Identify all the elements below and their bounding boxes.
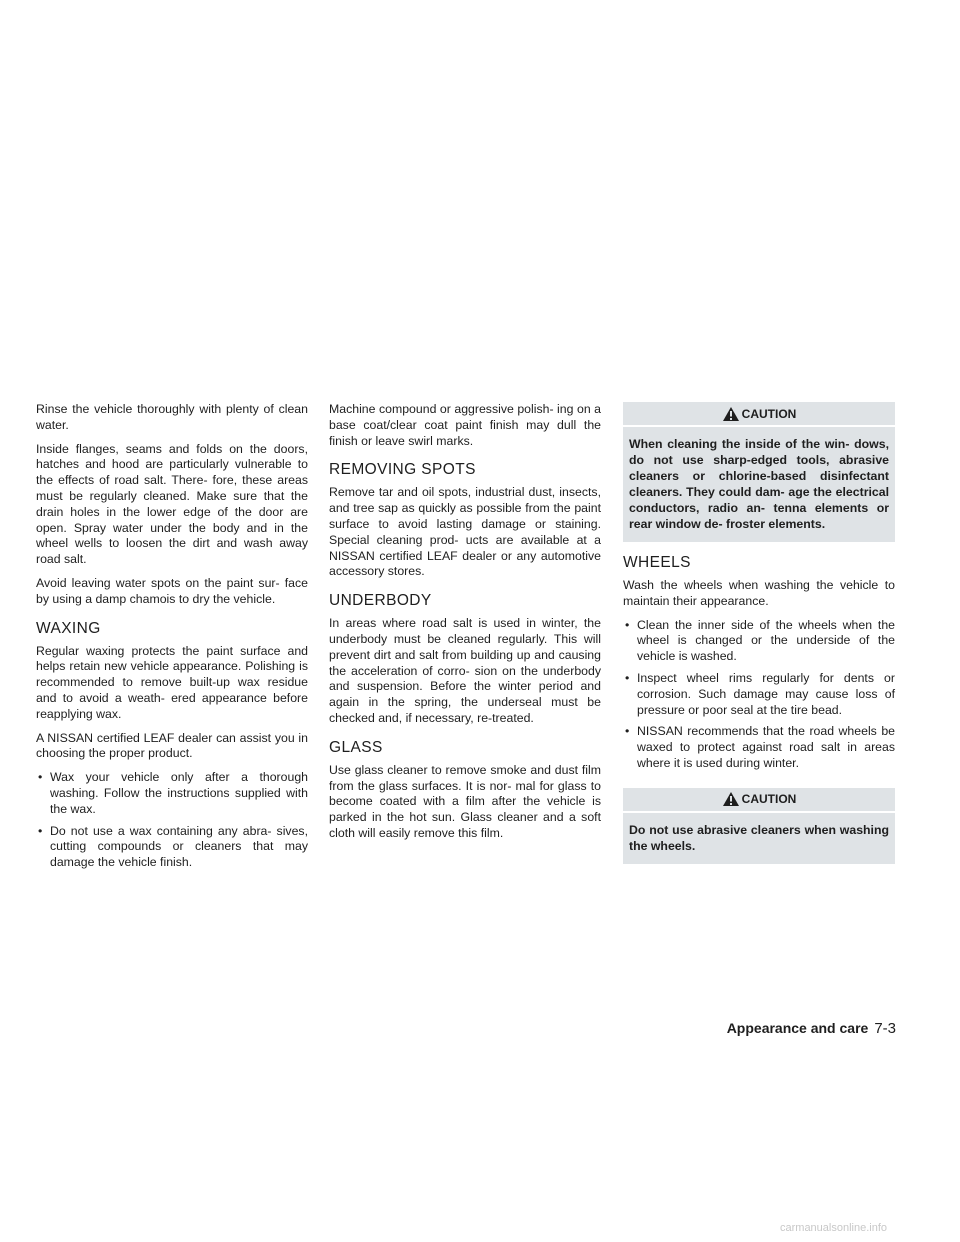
bullet-icon: • [38, 823, 43, 838]
list-item-text: Inspect wheel rims regularly for dents or corrosion. Such damage may cause loss of pressure or poor seal at the tire bead. [637, 670, 895, 717]
list-item [36, 824, 308, 871]
waxing-heading: WAXING [36, 619, 101, 637]
underbody-heading: UNDERBODY [329, 592, 432, 610]
waxing-paragraph: Regular waxing protects the paint surface and helps retain new vehicle appearance. Polishing is recommended to remove built-up wax residue and to avoid a weath- ered appearance before reapplying wax. [36, 643, 308, 721]
caution-box-wheels [623, 788, 895, 864]
caution-text: Do not use abrasive cleaners when washing the wheels. [629, 822, 889, 853]
water-spots-paragraph: Avoid leaving water spots on the paint sur- face by using a damp chamois to dry the vehicle. [36, 575, 308, 606]
flanges-paragraph: Inside flanges, seams and folds on the doors, hatches and hood are particularly vulnerable to the effects of road salt. There- fore, these areas must be regularly cleaned. Make sure that the drain holes in the lower edge of the door are open. Spray water under the body and in the wheel wells to loosen the dirt and wash away road salt. [36, 441, 308, 567]
caution-text: When cleaning the inside of the win- dows, do not use sharp-edged tools, abrasive cleaners or chlorine-based disinfectant cleaners. They could dam- age the electrical conductors, radio an- tenna elements or rear window de- froster elements. [629, 437, 889, 531]
warning-triangle-icon [722, 791, 740, 807]
wheels-bullet-list [623, 618, 895, 772]
section-title: Appearance and care [726, 1020, 869, 1036]
watermark: carmanualsonline.info [780, 1222, 888, 1234]
caution-header [623, 402, 895, 427]
bullet-icon: • [625, 617, 630, 632]
column-left [36, 402, 308, 879]
list-item-text: Clean the inner side of the wheels when the wheel is changed or the underside of the vehicle is washed. [637, 617, 895, 664]
waxing-bullet-list [36, 770, 308, 871]
list-item-text: NISSAN recommends that the road wheels be waxed to protect against road salt in areas where it is used during winter. [637, 724, 895, 770]
bullet-icon: • [625, 724, 630, 739]
rinse-paragraph: Rinse the vehicle thoroughly with plenty of clean water. [36, 402, 308, 432]
list-item [623, 618, 895, 665]
glass-paragraph: Use glass cleaner to remove smoke and dust film from the glass surfaces. It is nor- mal for glass to become coated with a film after the vehicle is parked in the hot sun. Glass cleaner and a soft cloth will easily remove this film. [329, 762, 601, 840]
caution-title: CAUTION [741, 792, 797, 807]
caution-header [623, 788, 895, 813]
list-item [623, 671, 895, 718]
column-middle [329, 402, 601, 850]
underbody-paragraph: In areas where road salt is used in winter, the underbody must be cleaned regularly. This will prevent dirt and salt from building up and causing the acceleration of corro- sion on the underbody and suspension. Before the winter period and again in the spring, the underseal must be checked and, if necessary, re-treated. [329, 616, 601, 725]
removing-spots-heading: REMOVING SPOTS [329, 461, 476, 479]
wheels-paragraph: Wash the wheels when washing the vehicle to maintain their appearance. [623, 578, 895, 608]
list-item-text: Wax your vehicle only after a thorough washing. Follow the instructions supplied with the wax. [50, 770, 308, 816]
caution-title: CAUTION [741, 406, 797, 421]
list-item-text: Do not use a wax containing any abra- sives, cutting compounds or cleaners that may damage the vehicle finish. [50, 823, 308, 870]
dealer-paragraph: A NISSAN certified LEAF dealer can assist you in choosing the proper product. [36, 730, 308, 761]
machine-compound-paragraph: Machine compound or aggressive polish- ing on a base coat/clear coat paint finish may dull the finish or leave swirl marks. [329, 402, 601, 448]
page-footer [690, 1020, 896, 1037]
removing-spots-paragraph: Remove tar and oil spots, industrial dust, insects, and tree sap as quickly as possible from the paint surface to avoid lasting damage or staining. Special cleaning prod- ucts are available at a NISSAN certified LEAF dealer or any automotive accessory stores. [329, 485, 601, 579]
caution-box-windows [623, 402, 895, 542]
list-item [623, 724, 895, 771]
column-right [623, 402, 895, 874]
bullet-icon: • [625, 670, 630, 685]
page-number: 7-3 [874, 1020, 896, 1037]
bullet-icon: • [38, 770, 43, 785]
warning-triangle-icon [722, 406, 740, 422]
list-item [36, 770, 308, 817]
glass-heading: GLASS [329, 738, 383, 756]
wheels-heading: WHEELS [623, 554, 691, 571]
